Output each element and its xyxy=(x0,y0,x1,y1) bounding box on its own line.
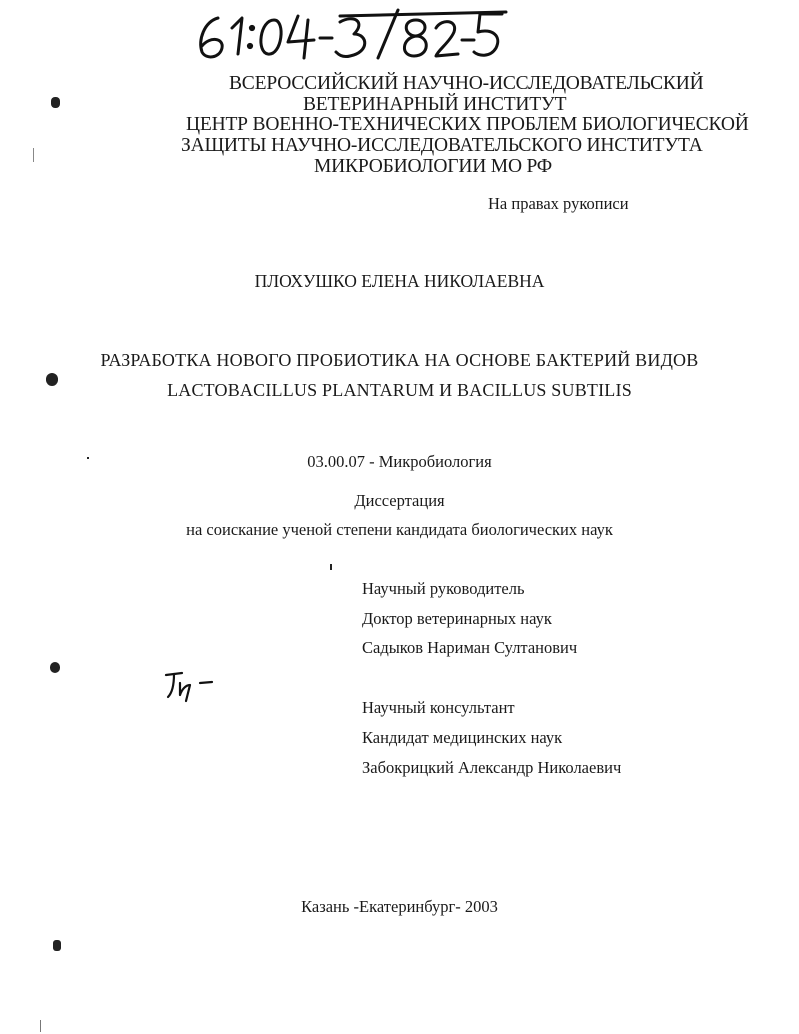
institution-line-1: ВСЕРОССИЙСКИЙ НАУЧНО-ИССЛЕДОВАТЕЛЬСКИЙ xyxy=(229,73,704,94)
handwritten-archive-code xyxy=(190,6,510,64)
specialty: 03.00.07 - Микробиология xyxy=(307,452,492,471)
institution-line-3: ЦЕНТР ВОЕННО-ТЕХНИЧЕСКИХ ПРОБЛЕМ БИОЛОГИЧЕСКОЙ xyxy=(186,114,749,135)
manuscript-rights: На правах рукописи xyxy=(488,194,629,213)
document-type: Диссертация xyxy=(354,491,445,510)
scan-line-bottom xyxy=(40,1020,41,1032)
degree-statement: на соискание ученой степени кандидата биологических наук xyxy=(186,520,613,539)
title-line-2: LACTOBACILLUS PLANTARUM И BACILLUS SUBTILIS xyxy=(167,380,632,400)
institution-line-2: ВЕТЕРИНАРНЫЙ ИНСТИТУТ xyxy=(303,94,567,115)
scan-mark-3 xyxy=(50,662,60,673)
scan-mark-1 xyxy=(51,97,60,108)
institution-line-4: ЗАЩИТЫ НАУЧНО-ИССЛЕДОВАТЕЛЬСКОГО ИНСТИТУТА xyxy=(181,135,703,156)
scan-dot-1 xyxy=(87,457,89,459)
consultant-degree: Кандидат медицинских наук xyxy=(362,728,563,747)
supervisor-name: Садыков Нариман Султанович xyxy=(362,638,578,657)
scan-line-edge xyxy=(33,148,34,162)
consultant-role: Научный консультант xyxy=(362,698,515,717)
scan-dot-2 xyxy=(330,564,332,570)
supervisor-degree: Доктор ветеринарных наук xyxy=(362,609,552,628)
title-line-1: РАЗРАБОТКА НОВОГО ПРОБИОТИКА НА ОСНОВЕ БАКТЕРИЙ ВИДОВ xyxy=(100,350,699,370)
scan-mark-4 xyxy=(53,940,61,951)
place-year: Казань -Екатеринбург- 2003 xyxy=(301,897,498,916)
scan-mark-2 xyxy=(46,373,58,386)
consultant-name: Забокрицкий Александр Николаевич xyxy=(362,758,622,777)
handwritten-initials xyxy=(160,665,220,705)
institution-line-5: МИКРОБИОЛОГИИ МО РФ xyxy=(314,156,553,177)
author-name: ПЛОХУШКО ЕЛЕНА НИКОЛАЕВНА xyxy=(254,271,545,291)
supervisor-role: Научный руководитель xyxy=(362,579,525,598)
